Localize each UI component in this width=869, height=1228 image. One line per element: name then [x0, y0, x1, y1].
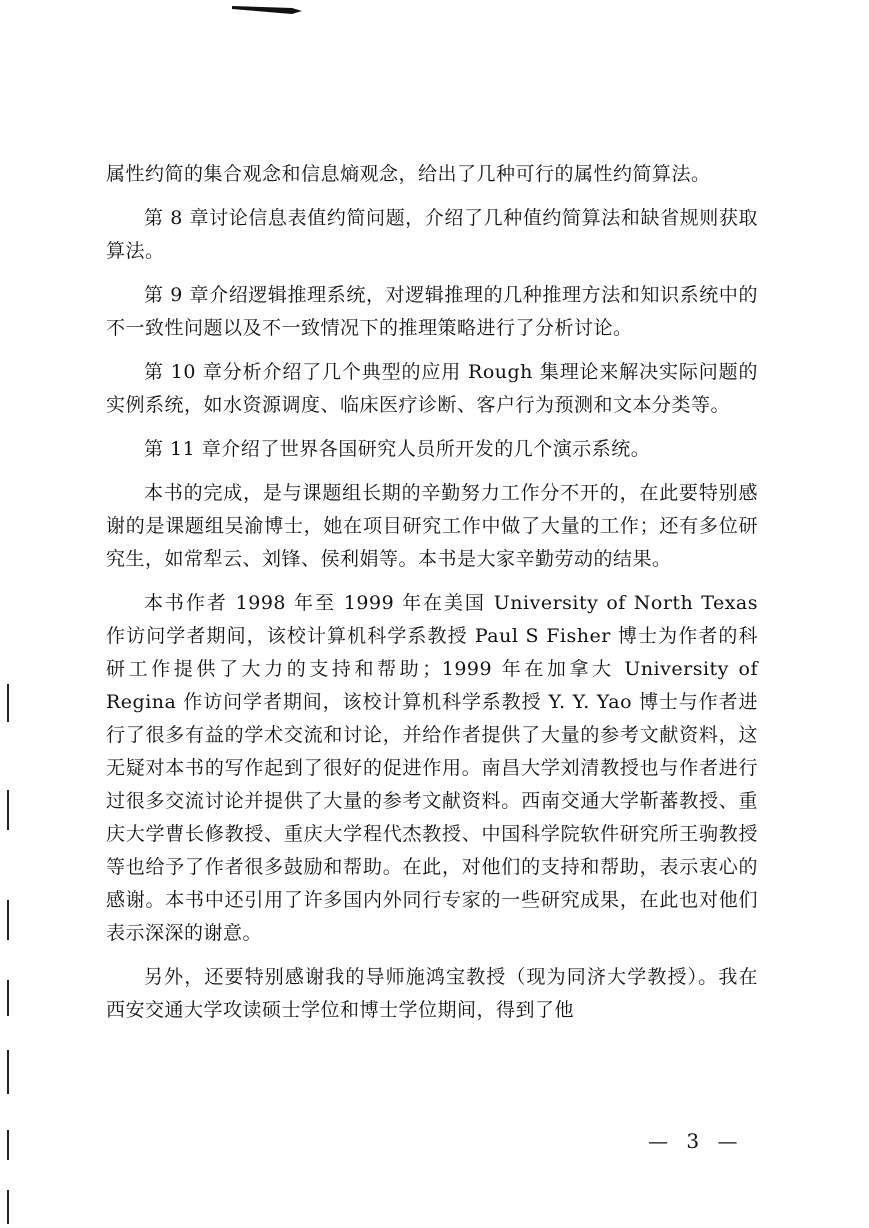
scan-margin-mark: [7, 980, 9, 1016]
page-number: — 3 —: [648, 1129, 744, 1153]
scan-margin-mark: [7, 1050, 9, 1094]
paragraph-chapter-11: 第 11 章介绍了世界各国研究人员所开发的几个演示系统。: [144, 438, 651, 460]
scan-margin-mark: [7, 1190, 9, 1224]
body-text: [106, 158, 758, 1038]
scan-margin-mark: [7, 790, 9, 830]
paragraph-attribute-reduction: 属性约简的集合观念和信息熵观念，给出了几种可行的属性约简算法。: [106, 163, 711, 185]
scan-margin-mark: [7, 900, 9, 940]
paragraph-chapter-8: 第 8 章讨论信息表值约简问题，介绍了几种值约简算法和缺省规则获取算法。: [106, 207, 758, 262]
paragraph-acknowledgement-advisor: 另外，还要特别感谢我的导师施鸿宝教授（现为同济大学教授）。我在西安交通大学攻读硕士学位和博士学位期间，得到了他: [106, 966, 758, 1021]
paragraph-acknowledgement-team: 本书的完成，是与课题组长期的辛勤努力工作分不开的，在此要特别感谢的是课题组吴渝博士，她在项目研究工作中做了大量的工作；还有多位研究生，如常犁云、刘锋、侯利娟等。本书是大家辛勤劳动的结果。: [106, 482, 758, 570]
scan-margin-mark: [7, 684, 9, 722]
scan-mark-top: [232, 4, 302, 14]
paragraph-acknowledgement-colleagues: 本书作者 1998 年至 1999 年在美国 University of North Texas 作访问学者期间，该校计算机科学系教授 Paul S Fisher 博士为作者的科研工作提供了大力的支持和帮助；1999 年在加拿大 University of Regina 作访问学者期间，该校计算机科学系教授 Y. Y. Yao 博士与作者进行了很多有益的学术交流和讨论，并给作者提供了大量的参考文献资料，这无疑对本书的写作起到了很好的促进作用。南昌大学刘清教授也与作者进行过很多交流讨论并提供了大量的参考文献资料。西南交通大学靳蕃教授、重庆大学曹长修教授、重庆大学程代杰教授、中国科学院软件研究所王驹教授等也给予了作者很多鼓励和帮助。在此，对他们的支持和帮助，表示衷心的感谢。本书中还引用了许多国内外同行专家的一些研究成果，在此也对他们表示深深的谢意。: [106, 592, 758, 944]
scan-margin-mark: [7, 1130, 9, 1160]
paragraph-chapter-9: 第 9 章介绍逻辑推理系统，对逻辑推理的几种推理方法和知识系统中的不一致性问题以及不一致情况下的推理策略进行了分析讨论。: [106, 284, 758, 339]
paragraph-chapter-10: 第 10 章分析介绍了几个典型的应用 Rough 集理论来解决实际问题的实例系统，如水资源调度、临床医疗诊断、客户行为预测和文本分类等。: [106, 361, 758, 416]
